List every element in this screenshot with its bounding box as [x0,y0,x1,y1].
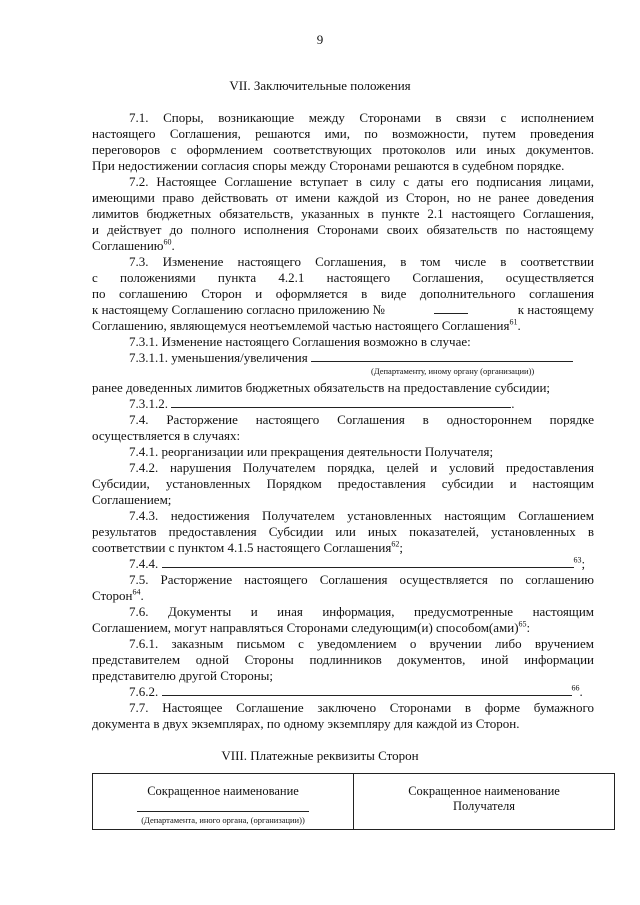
payment-details-table [92,773,615,830]
section-8-title: VIII. Платежные реквизиты Сторон [221,748,419,763]
authority-blank[interactable] [311,350,573,362]
footnote-ref: 62 [391,539,400,549]
paragraph-line [92,556,594,572]
line-text: к настоящему Соглашению согласно приложению № [92,302,385,317]
paragraph-line: переговоров с оформлением соответствующих протоколов или иных документов. [92,142,594,157]
recipient-name-label: Сокращенное наименование [408,784,560,798]
department-name-label: Сокращенное наименование [147,784,299,798]
line-text: . [511,396,515,411]
department-name-caption: (Департамента, иного органа, (организации)) [141,815,305,825]
line-text: . [171,238,175,253]
paragraph-line: 7.3. Изменение настоящего Соглашения, в том числе в соответствии [129,254,594,269]
line-text: 7.4.4. [129,556,159,571]
paragraph-line: настоящего Соглашения, решаются ими, по возможности, путем проведения [92,126,594,141]
paragraph-line: 7.4. Расторжение настоящего Соглашения в одностороннем порядке [129,412,594,427]
paragraph-line: имеющими право действовать от имени каждой из Сторон, но не ранее доведения [92,190,594,205]
paragraph-line [92,620,594,636]
paragraph-line: документа в двух экземплярах, по одному экземпляру для каждой из Сторон. [92,716,520,731]
paragraph-line: лимитов бюджетных обязательств, указанных в пункте 2.1 настоящего Соглашения, [92,206,594,221]
paragraph-line: Соглашением; [92,492,172,507]
recipient-cell [354,774,615,830]
footnote-ref: 63 [573,555,582,565]
paragraph-line: с положениями пункта 4.2.1 настоящего Соглашения, осуществляется [92,270,594,285]
footnote-ref: 65 [518,619,527,629]
clause-7-4-4-blank[interactable] [162,556,574,568]
line-text: 7.3.1.2. [129,396,168,411]
paragraph-line: 7.4.3. недостижения Получателем установленных настоящим Соглашением [129,508,594,523]
footnote-ref: 60 [163,237,172,247]
page-number: 9 [316,32,324,47]
paragraph-line: ранее доведенных лимитов бюджетных обязательств на предоставление субсидии; [92,380,551,395]
line-text: 7.3.1.1. уменьшения/увеличения [129,350,308,365]
paragraph-line [92,318,594,334]
paragraph-line: 7.2. Настоящее Соглашение вступает в силу с даты его подписания лицами, [129,174,594,189]
footnote-ref: 61 [509,317,518,327]
line-text: соответствии с пунктом 4.1.5 настоящего Соглашения [92,540,392,555]
paragraph-line: 7.4.2. нарушения Получателем порядка, целей и условий предоставления [129,460,594,475]
paragraph-line [92,588,594,604]
footnote-ref: 64 [132,587,141,597]
paragraph-line: 7.4.1. реорганизации или прекращения деятельности Получателя; [129,444,494,459]
paragraph-line: Субсидии, установленных Порядком предоставления субсидии и настоящим [92,476,594,491]
paragraph-line: 7.6.1. заказным письмом с уведомлением о вручении либо вручением [129,636,594,651]
line-text: . [517,318,521,333]
department-name-blank[interactable] [137,799,309,812]
paragraph-line: представителю другой Стороны; [92,668,274,683]
line-text: к настоящему [517,302,594,317]
paragraph-line [92,540,594,556]
paragraph-line: 7.1. Споры, возникающие между Сторонами в связи с исполнением [129,110,594,125]
paragraph-line [92,350,594,366]
footnote-ref: 66 [571,683,580,693]
paragraph-line: осуществляется в случаях: [92,428,241,443]
recipient-name-label-2: Получателя [452,799,516,813]
line-text: Соглашению [92,238,164,253]
line-text: ; [399,540,403,555]
line-text: . [579,684,583,699]
paragraph-line: по соглашению Сторон и оформляется в виде дополнительного соглашения [92,286,594,301]
paragraph-line: 7.5. Расторжение настоящего Соглашения осуществляется по соглашению [129,572,594,587]
line-text: ; [581,556,586,571]
line-text: Сторон [92,588,133,603]
paragraph-line [92,238,594,254]
clause-7-6-2-blank[interactable] [162,684,572,696]
paragraph-line: и действует до полного исполнения Сторонами своих обязательств по настоящему [92,222,594,237]
paragraph-line [92,396,594,412]
annex-number-blank[interactable] [434,302,468,314]
section-7-title: VII. Заключительные положения [229,78,411,93]
line-text: 7.6.2. [129,684,159,699]
paragraph-line: 7.7. Настоящее Соглашение заключено Сторонами в форме бумажного [129,700,594,715]
line-text: . [140,588,144,603]
line-text: Соглашением, могут направляться Сторонами следующим(и) способом(ами) [92,620,519,635]
paragraph-line [92,684,594,700]
department-cell [93,774,354,830]
line-text: : [526,620,531,635]
paragraph-line [92,302,594,318]
clause-7-3-1-2-blank[interactable] [171,396,511,408]
paragraph-line: результатов предоставления Субсидии или иных показателей, установленных в [92,524,594,539]
paragraph-line: При недостижении согласия споры между Сторонами решаются в судебном порядке. [92,158,565,173]
line-text: Соглашению, являющемуся неотъемлемой частью настоящего Соглашения [92,318,510,333]
paragraph-line: 7.3.1. Изменение настоящего Соглашения возможно в случае: [129,334,471,349]
paragraph-line: представителем одной Стороны подлинников документов, иной информации [92,652,594,667]
paragraph-line: 7.6. Документы и иная информация, предусмотренные настоящим [129,604,594,619]
blank-caption: (Департаменту, иному органу (организации)) [371,366,535,376]
